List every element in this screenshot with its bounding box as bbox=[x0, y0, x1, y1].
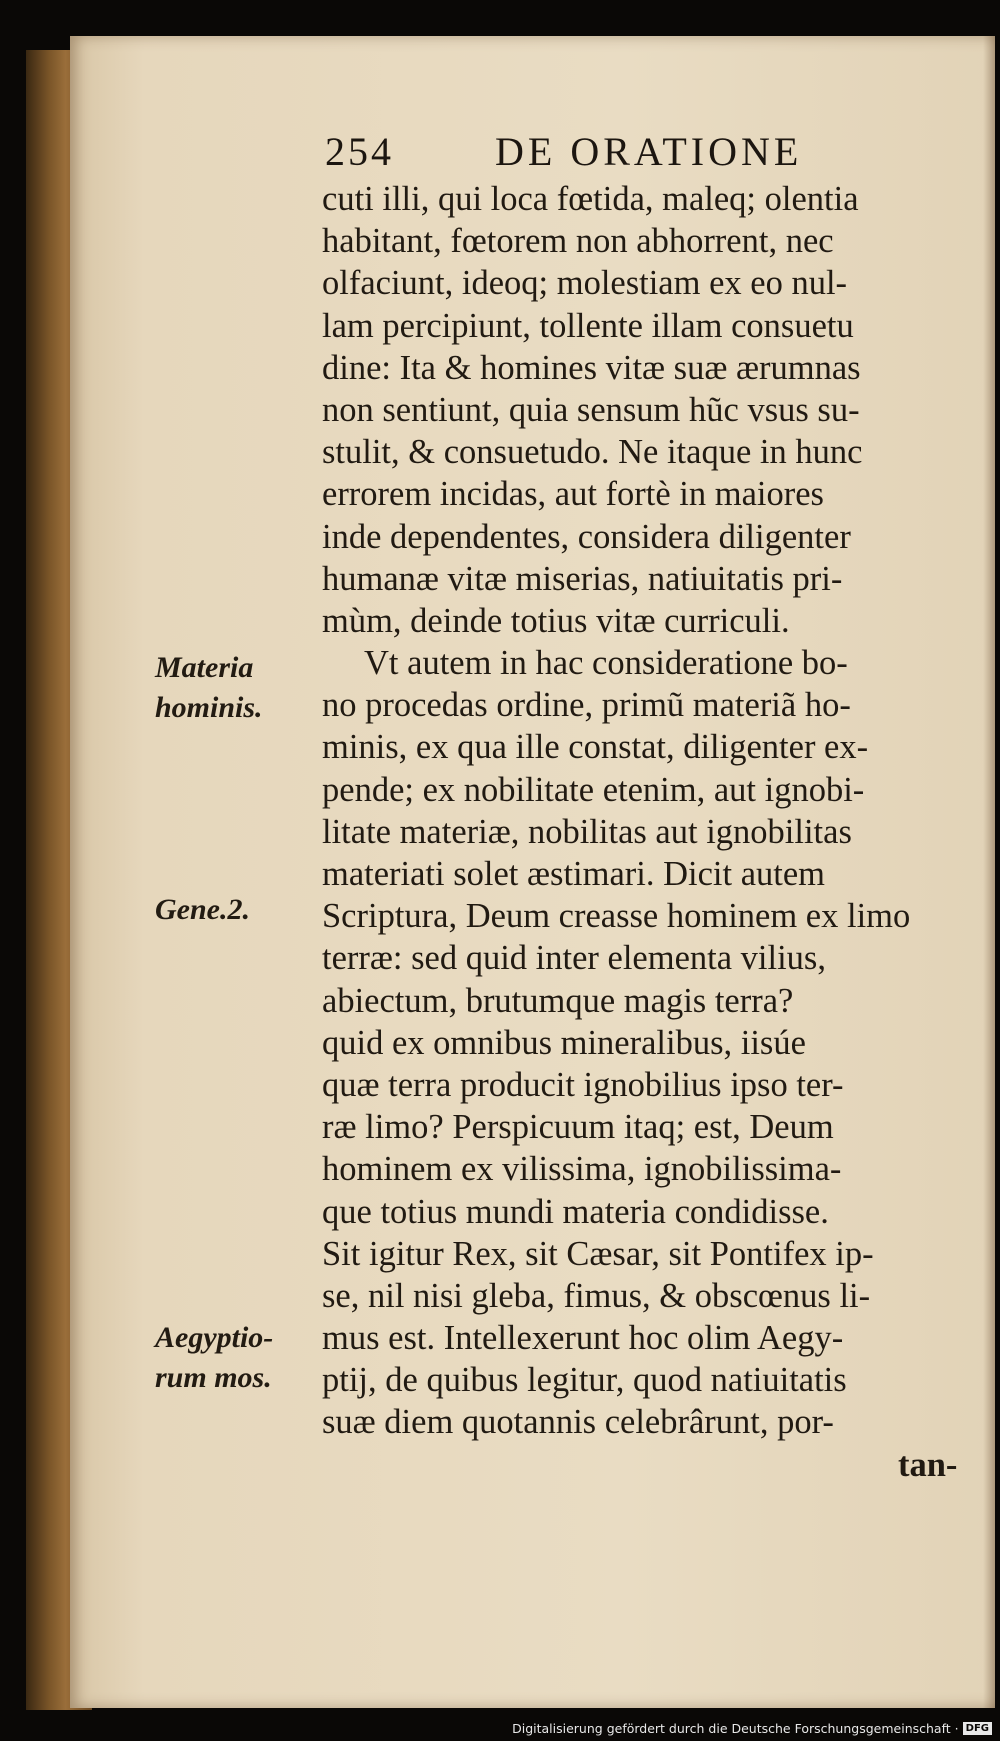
digitization-credit: Digitalisierung gefördert durch die Deutsche Forschungsgemeinschaft · DFG bbox=[512, 1717, 992, 1739]
text-line: olfaciunt, ideoq; molestiam ex eo nul- bbox=[322, 264, 848, 303]
text-line: stulit, & consuetudo. Ne itaque in hunc bbox=[322, 433, 863, 472]
page-header bbox=[325, 128, 925, 178]
page-number: 254 bbox=[325, 129, 394, 174]
text-line: terræ: sed quid inter elementa vilius, bbox=[322, 939, 826, 978]
running-title: DE ORATIONE bbox=[495, 129, 803, 174]
text-line: quæ terra producit ignobilius ipso ter- bbox=[322, 1065, 844, 1104]
credit-text: Digitalisierung gefördert durch die Deutsche Forschungsgemeinschaft bbox=[512, 1720, 951, 1736]
catchword: tan- bbox=[898, 1445, 958, 1484]
margin-note-line: Gene.2. bbox=[155, 893, 250, 926]
text-line: humanæ vitæ miserias, natiuitatis pri- bbox=[322, 559, 843, 598]
text-line: se, nil nisi gleba, fimus, & obscœnus li- bbox=[322, 1276, 871, 1315]
text-line: lam percipiunt, tollente illam consuetu bbox=[322, 306, 854, 345]
text-line: errorem incidas, aut fortè in maiores bbox=[322, 475, 824, 514]
text-line: Vt autem in hac consideratione bo- bbox=[364, 644, 848, 683]
dfg-logo-icon: DFG bbox=[963, 1722, 992, 1735]
text-line: que totius mundi materia condidisse. bbox=[322, 1192, 829, 1231]
text-line: pende; ex nobilitate etenim, aut ignobi- bbox=[322, 770, 865, 809]
text-line: suæ diem quotannis celebrârunt, por- bbox=[322, 1403, 834, 1442]
margin-note-aegyptiorum bbox=[155, 1318, 273, 1398]
page-edge-shadow bbox=[983, 36, 995, 1708]
text-line: cuti illi, qui loca fœtida, maleq; olentia bbox=[322, 180, 859, 218]
margin-note-line: Aegyptio- bbox=[155, 1321, 274, 1354]
text-line: Scriptura, Deum creasse hominem ex limo bbox=[322, 897, 911, 936]
text-line: dine: Ita & homines vitæ suæ ærumnas bbox=[322, 348, 861, 387]
text-line: quid ex omnibus mineralibus, iisúe bbox=[322, 1023, 806, 1062]
text-line: inde dependentes, considera diligenter bbox=[322, 517, 851, 556]
margin-note-genesis bbox=[155, 890, 250, 930]
text-line: non sentiunt, quia sensum hũc vsus su- bbox=[322, 390, 860, 429]
text-line: materiati solet æstimari. Dicit autem bbox=[322, 855, 825, 893]
text-line: hominem ex vilissima, ignobilissima- bbox=[322, 1150, 842, 1189]
text-line: minis, ex qua ille constat, diligenter ex- bbox=[322, 728, 869, 767]
text-line: Sit igitur Rex, sit Cæsar, sit Pontifex ip- bbox=[322, 1234, 874, 1273]
text-line: mùm, deinde totius vitæ curriculi. bbox=[322, 601, 790, 640]
margin-note-line: hominis. bbox=[155, 691, 263, 724]
margin-note-materia bbox=[155, 648, 263, 728]
margin-note-line: rum mos. bbox=[155, 1361, 272, 1394]
text-line: mus est. Intellexerunt hoc olim Aegy- bbox=[322, 1319, 844, 1358]
main-text bbox=[322, 178, 958, 1486]
text-line: ptij, de quibus legitur, quod natiuitatis bbox=[322, 1361, 847, 1400]
text-line: no procedas ordine, primũ materiã ho- bbox=[322, 686, 851, 725]
margin-note-line: Materia bbox=[155, 651, 254, 684]
text-line: habitant, fœtorem non abhorrent, nec bbox=[322, 222, 834, 261]
text-line: litate materiæ, nobilitas aut ignobilitas bbox=[322, 812, 852, 851]
text-line: abiectum, brutumque magis terra? bbox=[322, 981, 794, 1020]
text-line: ræ limo? Perspicuum itaq; est, Deum bbox=[322, 1108, 834, 1147]
